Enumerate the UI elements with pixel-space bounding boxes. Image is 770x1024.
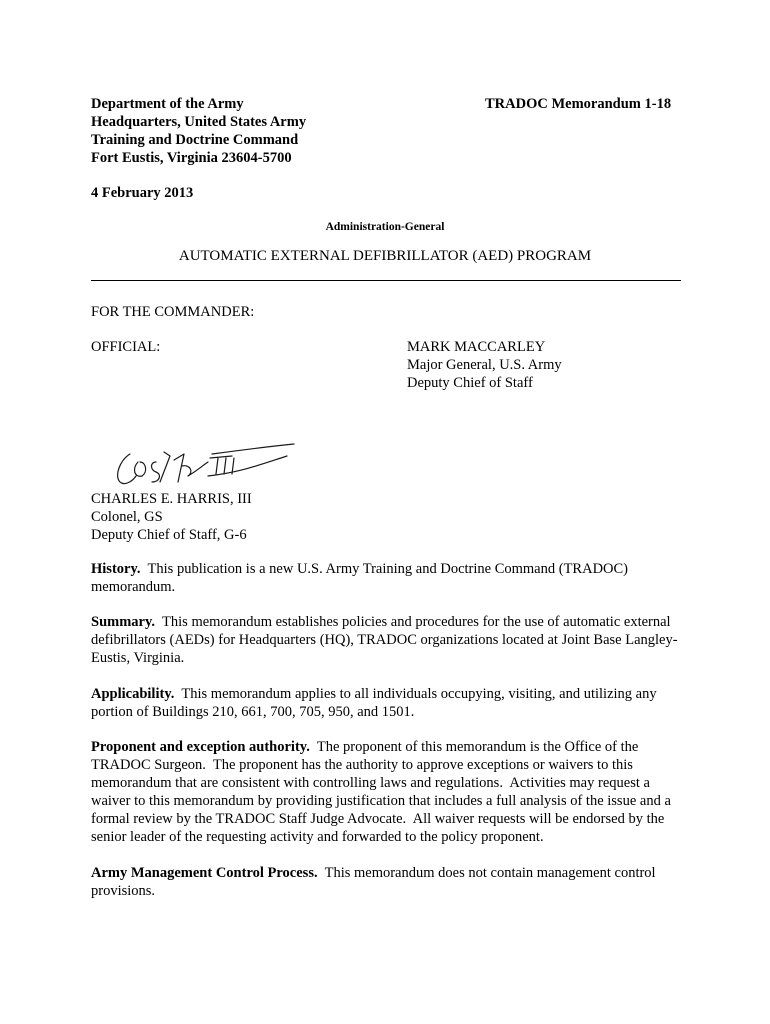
page-title: AUTOMATIC EXTERNAL DEFIBRILLATOR (AED) PROGRAM [178, 248, 592, 264]
org-line: Department of the Army [91, 96, 244, 112]
memo-number: TRADOC Memorandum 1-18 [485, 96, 672, 112]
handwritten-signature [112, 442, 297, 492]
paragraph-lead: History. [91, 561, 141, 577]
organization-block [91, 95, 431, 167]
authenticator-block [91, 490, 391, 544]
signer-name: MARK MACCARLEY [407, 339, 546, 355]
memo-date: 4 February 2013 [91, 185, 194, 201]
org-line: Fort Eustis, Virginia 23604-5700 [91, 150, 292, 166]
paragraph-lead: Summary. [91, 614, 156, 630]
proponent-paragraph [91, 738, 686, 846]
applicability-paragraph [91, 685, 686, 721]
org-line: Headquarters, United States Army [91, 114, 307, 130]
paragraph-text: The proponent of this memorandum is the Office of the TRADOC Surgeon. The proponent has the authority to approve exceptions or waivers to this memorandum that are consistent with controlling laws and regulations. Activities may request a waiver to this memorandum by providing justification that includes a full analysis of the issue and a formal review by the TRADOC Staff Judge Advocate. All waiver requests will be endorsed by the senior leader of the requesting activity and forwarded to the policy proponent. [91, 739, 675, 845]
authenticator-name: CHARLES E. HARRIS, III [91, 491, 252, 507]
signer-rank: Major General, U.S. Army [407, 357, 562, 373]
history-paragraph [91, 560, 686, 596]
paragraph-lead: Army Management Control Process. [91, 865, 318, 881]
series-heading: Administration-General [325, 221, 445, 233]
org-line: Training and Doctrine Command [91, 132, 299, 148]
official-label: OFFICIAL: [91, 339, 161, 355]
paragraph-text: This memorandum does not contain management control provisions. [91, 865, 660, 899]
paragraph-text: This memorandum establishes policies and procedures for the use of automatic external defibrillators (AEDs) for Headquarters (HQ), TRADOC organizations located at Joint Base Langley-Eustis, Virginia. [91, 614, 678, 666]
title-divider [91, 280, 681, 281]
paragraph-lead: Applicability. [91, 686, 175, 702]
paragraph-text: This publication is a new U.S. Army Training and Doctrine Command (TRADOC) memorandum. [91, 561, 632, 595]
signer-block [407, 338, 687, 392]
management-control-paragraph [91, 864, 686, 900]
authenticator-title: Deputy Chief of Staff, G-6 [91, 527, 247, 543]
authenticator-rank: Colonel, GS [91, 509, 163, 525]
summary-paragraph [91, 613, 686, 667]
for-the-commander: FOR THE COMMANDER: [91, 304, 255, 320]
paragraph-text: This memorandum applies to all individuals occupying, visiting, and utilizing any portion of Buildings 210, 661, 700, 705, 950, and 1501. [91, 686, 661, 720]
paragraph-lead: Proponent and exception authority. [91, 739, 310, 755]
signer-title: Deputy Chief of Staff [407, 375, 533, 391]
